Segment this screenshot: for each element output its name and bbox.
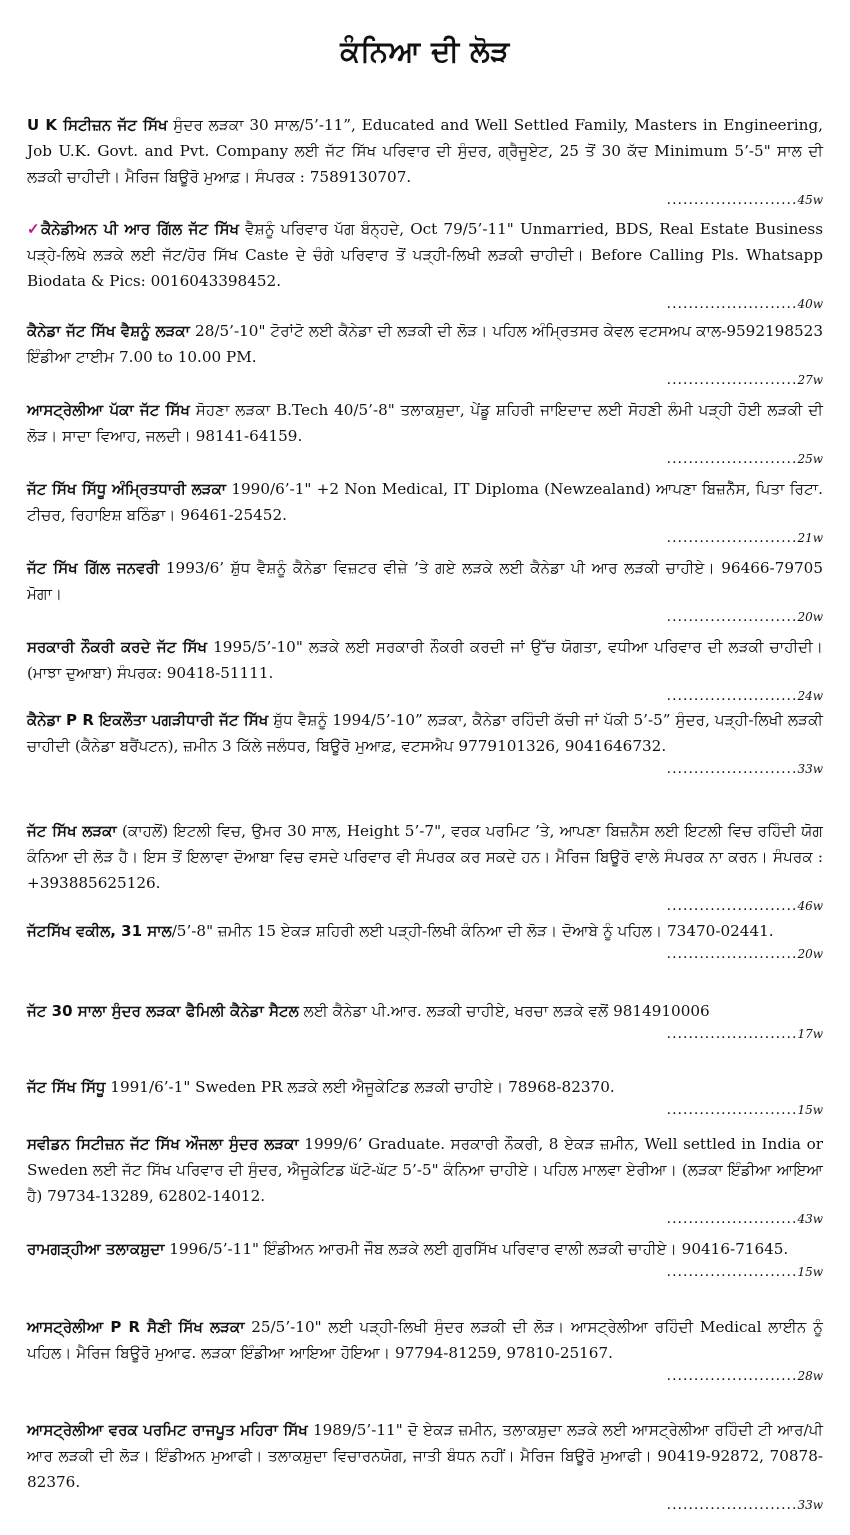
classified-ad — [27, 1417, 823, 1515]
ad-text: ਸੁੰਦਰ ਲੜਕਾ 30 ਸਾਲ/5’-11”, Educated and Well Settled Family, Masters in Engineering, Job U.K. Govt. and Pvt. Company ਲਈ ਜੱਟ ਸਿੱਖ ਪਰਿਵਾਰ ਦੀ ਸੁੰਦਰ, ਗ੍ਰੈਜੂਏਟ, 25 ਤੋਂ 30 ਕੱਦ Minimum 5’-5" ਸਾਲ ਦੀ ਲੜਕੀ ਚਾਹੀਦੀ। ਮੈਰਿਜ ਬਿਊਰੋ ਮੁਆਫ਼। ਸੰਪਰਕ : 7589130707. — [27, 116, 823, 186]
classified-ad — [27, 998, 823, 1044]
classified-ad — [27, 112, 823, 210]
ad-body — [27, 707, 823, 759]
ad-heading: ਜੱਟ ਸਿੱਖ ਗਿੱਲ ਜਨਵਰੀ — [27, 559, 160, 577]
ad-code-value: 43w — [797, 1212, 823, 1226]
dot-leader: ........................ — [666, 1497, 798, 1513]
ad-text: 1989/5’-11" ਦੋ ਏਕੜ ਜ਼ਮੀਨ, ਤਲਾਕਸ਼ੁਦਾ ਲੜਕੇ ਲਈ ਆਸਟ੍ਰੇਲੀਆ ਰਹਿੰਦੀ ਟੀ ਆਰ/ਪੀ ਆਰ ਲੜਕੀ ਦੀ ਲੋੜ। ਇੰਡੀਅਨ ਮੁਆਫੀ। ਤਲਾਕਸ਼ੁਦਾ ਵਿਚਾਰਨਯੋਗ, ਜਾਤੀ ਬੰਧਨ ਨਹੀਂ। ਮੈਰਿਜ ਬਿਊਰੋ ਮੁਆਫੀ। 90419-92872, 70878-82376. — [27, 1421, 823, 1491]
ad-code — [27, 528, 823, 548]
ad-body — [27, 476, 823, 528]
ad-heading: ਜੱਟ ਸਿੱਖ ਸਿੱਧੂ ਅੰਮ੍ਰਿਤਧਾਰੀ ਲੜਕਾ — [27, 480, 227, 498]
ad-code-value: 45w — [797, 193, 823, 207]
ad-heading: ਆਸਟ੍ਰੇਲੀਆ ਪੱਕਾ ਜੱਟ ਸਿੱਖ — [27, 401, 190, 419]
classified-ad — [27, 918, 823, 964]
ad-text: ਸ਼ੁੱਧ ਵੈਸ਼ਨੂੰ 1994/5’-10” ਲੜਕਾ, ਕੈਨੇਡਾ ਰਹਿੰਦੀ ਕੱਚੀ ਜਾਂ ਪੱਕੀ 5’-5” ਸੁੰਦਰ, ਪੜ੍ਹੀ-ਲਿਖੀ ਲੜਕੀ ਚਾਹੀਦੀ (ਕੈਨੇਡਾ ਬਰੈਂਪਟਨ), ਜ਼ਮੀਨ 3 ਕਿੱਲੇ ਜਲੰਧਰ, ਬਿਊਰੋ ਮੁਆਫ਼, ਵਟਸਐਪ 9779101326, 9041646732. — [27, 711, 824, 755]
ad-code — [27, 370, 823, 390]
ad-code-value: 25w — [797, 452, 823, 466]
ad-heading: ਆਸਟ੍ਰੇਲੀਆ ਵਰਕ ਪਰਮਿਟ ਰਾਜਪੂਤ ਮਹਿਰਾ ਸਿੱਖ — [27, 1421, 308, 1439]
ad-code-value: 15w — [797, 1103, 823, 1117]
ad-body — [27, 555, 823, 607]
ad-heading: ਆਸਟ੍ਰੇਲੀਆ P R ਸੈਣੀ ਸਿੱਖ ਲੜਕਾ — [27, 1318, 245, 1336]
ad-body — [27, 1417, 823, 1495]
ad-code-value: 28w — [797, 1369, 823, 1383]
ad-body — [27, 1131, 823, 1209]
ad-code — [27, 190, 823, 210]
ad-code-value: 27w — [797, 373, 823, 387]
ad-text: ਸੋਹਣਾ ਲੜਕਾ B.Tech 40/5’-8" ਤਲਾਕਸ਼ੁਦਾ, ਪੇਂਡੂ ਸ਼ਹਿਰੀ ਜਾਇਦਾਦ ਲਈ ਸੋਹਣੀ ਲੰਮੀ ਪੜ੍ਹੀ ਹੋਈ ਲੜਕੀ ਦੀ ਲੋੜ। ਸਾਦਾ ਵਿਆਹ, ਜਲਦੀ। 98141-64159. — [27, 401, 823, 445]
ad-code — [27, 1262, 823, 1282]
ad-text: 1993/6’ ਸ਼ੁੱਧ ਵੈਸ਼ਨੂੰ ਕੈਨੇਡਾ ਵਿਜ਼ਟਰ ਵੀਜ਼ੇ ’ਤੇ ਗਏ ਲੜਕੇ ਲਈ ਕੈਨੇਡਾ ਪੀ ਆਰ ਲੜਕੀ ਚਾਹੀਏ। 96466-79705 ਮੋਗਾ। — [27, 559, 823, 603]
dot-leader: ........................ — [666, 296, 798, 312]
ad-code-value: 46w — [797, 899, 823, 913]
ad-heading: ਰਾਮਗੜ੍ਹੀਆ ਤਲਾਕਸ਼ੁਦਾ — [27, 1240, 165, 1258]
ad-text: ਵੈਸ਼ਨੂੰ ਪਰਿਵਾਰ ਪੱਗ ਬੰਨ੍ਹਦੇ, Oct 79/5’-11" Unmarried, BDS, Real Estate Business ਪੜ੍ਹੇ-ਲਿਖੇ ਲੜਕੇ ਲਈ ਜੱਟ/ਹੋਰ ਸਿੱਖ Caste ਦੇ ਚੰਗੇ ਪਰਿਵਾਰ ਤੋਂ ਪੜ੍ਹੀ-ਲਿਖੀ ਲੜਕੀ ਚਾਹੀਦੀ। Before Calling Pls. Whatsapp Biodata & Pics: 0016043398452. — [27, 220, 824, 290]
ad-text: 1999/6’ Graduate. ਸਰਕਾਰੀ ਨੌਕਰੀ, 8 ਏਕੜ ਜ਼ਮੀਨ, Well settled in India or Sweden ਲਈ ਜੱਟ ਸਿੱਖ ਪਰਿਵਾਰ ਦੀ ਸੁੰਦਰ, ਐਜੂਕੇਟਿਡ ਘੱਟੋ-ਘੱਟ 5’-5" ਕੰਨਿਆ ਚਾਹੀਏ। ਪਹਿਲ ਮਾਲਵਾ ਏਰੀਆ। (ਲੜਕਾ ਇੰਡੀਆ ਆਇਆ ਹੈ) 79734-13289, 62802-14012. — [27, 1135, 823, 1205]
ad-heading: U K ਸਿਟੀਜ਼ਨ ਜੱਟ ਸਿੱਖ — [27, 116, 168, 134]
ad-text: 25/5’-10" ਲਈ ਪੜ੍ਹੀ-ਲਿਖੀ ਸੁੰਦਰ ਲੜਕੀ ਦੀ ਲੋੜ। ਆਸਟ੍ਰੇਲੀਆ ਰਹਿੰਦੀ Medical ਲਾਈਨ ਨੂੰ ਪਹਿਲ। ਮੈਰਿਜ ਬਿਊਰੋ ਮੁਆਫ. ਲੜਕਾ ਇੰਡੀਆ ਆਇਆ ਹੋਇਆ। 97794-81259, 97810-25167. — [27, 1318, 823, 1362]
ad-code-value: 20w — [797, 610, 823, 624]
ad-code — [27, 1495, 823, 1515]
dot-leader: ........................ — [666, 946, 798, 962]
dot-leader: ........................ — [666, 1368, 798, 1384]
ad-code — [27, 449, 823, 469]
ad-body — [27, 818, 823, 896]
ad-code — [27, 944, 823, 964]
ad-body — [27, 216, 823, 294]
classified-ad — [27, 318, 823, 390]
classified-ad — [27, 1236, 823, 1282]
ad-heading: ਜੱਟ ਸਿੱਖ ਸਿੱਧੂ — [27, 1078, 106, 1096]
dot-leader: ........................ — [666, 898, 798, 914]
dot-leader: ........................ — [666, 372, 798, 388]
ad-heading: ਜੱਟ ਸਿੱਖ ਲੜਕਾ — [27, 822, 117, 840]
ad-code-value: 33w — [797, 762, 823, 776]
classified-ad — [27, 1074, 823, 1120]
ad-text: 1990/6’-1" +2 Non Medical, IT Diploma (Newzealand) ਆਪਣਾ ਬਿਜ਼ਨੈੱਸ, ਪਿਤਾ ਰਿਟਾ. ਟੀਚਰ, ਰਿਹਾਇਸ਼ ਬਠਿੰਡਾ। 96461-25452. — [27, 480, 823, 524]
ad-code — [27, 896, 823, 916]
ad-body — [27, 112, 823, 190]
ad-text: 28/5’-10" ਟੋਰਾਂਟੋ ਲਈ ਕੈਨੇਡਾ ਦੀ ਲੜਕੀ ਦੀ ਲੋੜ। ਪਹਿਲ ਅੰਮ੍ਰਿਤਸਰ ਕੇਵਲ ਵਟਸਅਪ ਕਾਲ-9592198523 ਇੰਡੀਆ ਟਾਈਮ 7.00 to 10.00 PM. — [27, 322, 823, 366]
dot-leader: ........................ — [666, 688, 798, 704]
classified-ad — [27, 216, 823, 314]
ad-text: /5’-8" ਜ਼ਮੀਨ 15 ਏਕੜ ਸ਼ਹਿਰੀ ਲਈ ਪੜ੍ਹੀ-ਲਿਖੀ ਕੰਨਿਆ ਦੀ ਲੋੜ। ਦੋਆਬੇ ਨੂੰ ਪਹਿਲ। 73470-02441. — [171, 922, 774, 940]
dot-leader: ........................ — [666, 761, 798, 777]
classified-ad — [27, 707, 823, 779]
ad-code — [27, 686, 823, 706]
classified-ad — [27, 397, 823, 469]
dot-leader: ........................ — [666, 609, 798, 625]
ad-code-value: 24w — [797, 689, 823, 703]
ad-code-value: 20w — [797, 947, 823, 961]
classified-ad — [27, 555, 823, 627]
ad-code-value: 15w — [797, 1265, 823, 1279]
dot-leader: ........................ — [666, 1211, 798, 1227]
ad-code — [27, 759, 823, 779]
ad-body — [27, 1074, 823, 1100]
ad-body — [27, 634, 823, 686]
ad-text: (ਕਾਹਲੋਂ) ਇਟਲੀ ਵਿਚ, ਉਮਰ 30 ਸਾਲ, Height 5’-7", ਵਰਕ ਪਰਮਿਟ ’ਤੇ, ਆਪਣਾ ਬਿਜ਼ਨੈਸ ਲਈ ਇਟਲੀ ਵਿਚ ਰਹਿੰਦੀ ਯੋਗ ਕੰਨਿਆ ਦੀ ਲੋੜ ਹੈ। ਇਸ ਤੋਂ ਇਲਾਵਾ ਦੋਆਬਾ ਵਿਚ ਵਸਦੇ ਪਰਿਵਾਰ ਵੀ ਸੰਪਰਕ ਕਰ ਸਕਦੇ ਹਨ। ਮੈਰਿਜ ਬਿਊਰੋ ਵਾਲੇ ਸੰਪਰਕ ਨਾ ਕਰਨ। ਸੰਪਰਕ : +393885625126. — [27, 822, 824, 892]
dot-leader: ........................ — [666, 1102, 798, 1118]
ad-heading: ਕੈਨੇਡੀਅਨ ਪੀ ਆਰ ਗਿੱਲ ਜੱਟ ਸਿੱਖ — [41, 220, 239, 238]
ad-heading: ਸਵੀਡਨ ਸਿਟੀਜ਼ਨ ਜੱਟ ਸਿੱਖ ਔਜਲਾ ਸੁੰਦਰ ਲੜਕਾ — [27, 1135, 299, 1153]
dot-leader: ........................ — [666, 530, 798, 546]
ad-heading: ਕੈਨੇਡਾ ਜੱਟ ਸਿੱਖ ਵੈਸ਼ਨੂੰ ਲੜਕਾ — [27, 322, 190, 340]
ad-body — [27, 998, 823, 1024]
ad-code — [27, 607, 823, 627]
dot-leader: ........................ — [666, 1264, 798, 1280]
ad-heading: ਸਰਕਾਰੀ ਨੌਕਰੀ ਕਰਦੇ ਜੱਟ ਸਿੱਖ — [27, 638, 208, 656]
ad-heading: ਜੱਟਸਿੱਖ ਵਕੀਲ, 31 ਸਾਲ — [27, 922, 172, 940]
ad-code — [27, 1024, 823, 1044]
ad-code-value: 21w — [797, 531, 823, 545]
dot-leader: ........................ — [666, 1026, 798, 1042]
ad-code — [27, 294, 823, 314]
ad-text: 1991/6’-1" Sweden PR ਲੜਕੇ ਲਈ ਐਜੂਕੇਟਿਡ ਲੜਕੀ ਚਾਹੀਏ। 78968-82370. — [105, 1078, 615, 1096]
ad-code-value: 33w — [797, 1498, 823, 1512]
ad-code-value: 17w — [797, 1027, 823, 1041]
classified-ad — [27, 1314, 823, 1386]
ad-code — [27, 1209, 823, 1229]
classified-ad — [27, 818, 823, 916]
ad-code-value: 40w — [797, 297, 823, 311]
ad-heading: ਜੱਟ 30 ਸਾਲਾ ਸੁੰਦਰ ਲੜਕਾ ਫੈਮਿਲੀ ਕੈਨੇਡਾ ਸੈਟਲ — [27, 1002, 299, 1020]
classified-ad — [27, 476, 823, 548]
ad-body — [27, 918, 823, 944]
checkmark-icon: ✓ — [27, 220, 42, 238]
ad-body — [27, 397, 823, 449]
ad-body — [27, 1314, 823, 1366]
ad-code — [27, 1366, 823, 1386]
classified-ad — [27, 634, 823, 706]
classified-ad — [27, 1131, 823, 1229]
ad-text: ਲਈ ਕੈਨੇਡਾ ਪੀ.ਆਰ. ਲੜਕੀ ਚਾਹੀਏ, ਖਰਚਾ ਲੜਕੇ ਵਲੋਂ 9814910006 — [298, 1002, 710, 1020]
dot-leader: ........................ — [666, 451, 798, 467]
ad-code — [27, 1100, 823, 1120]
page-title: ਕੰਨਿਆ ਦੀ ਲੋੜ — [340, 34, 510, 68]
ad-heading: ਕੈਨੇਡਾ P R ਇਕਲੌਤਾ ਪਗੜੀਧਾਰੀ ਜੱਟ ਸਿੱਖ — [27, 711, 269, 729]
ad-body — [27, 1236, 823, 1262]
ad-body — [27, 318, 823, 370]
ad-text: 1995/5’-10" ਲੜਕੇ ਲਈ ਸਰਕਾਰੀ ਨੌਕਰੀ ਕਰਦੀ ਜਾਂ ਉੱਚ ਯੋਗਤਾ, ਵਧੀਆ ਪਰਿਵਾਰ ਦੀ ਲੜਕੀ ਚਾਹੀਦੀ। (ਮਾਝਾ ਦੁਆਬਾ) ਸੰਪਰਕ: 90418-51111. — [27, 638, 824, 682]
ad-text: 1996/5’-11" ਇੰਡੀਅਨ ਆਰਮੀ ਜੌਬ ਲੜਕੇ ਲਈ ਗੁਰਸਿੱਖ ਪਰਿਵਾਰ ਵਾਲੀ ਲੜਕੀ ਚਾਹੀਏ। 90416-71645. — [164, 1240, 789, 1258]
dot-leader: ........................ — [666, 192, 798, 208]
